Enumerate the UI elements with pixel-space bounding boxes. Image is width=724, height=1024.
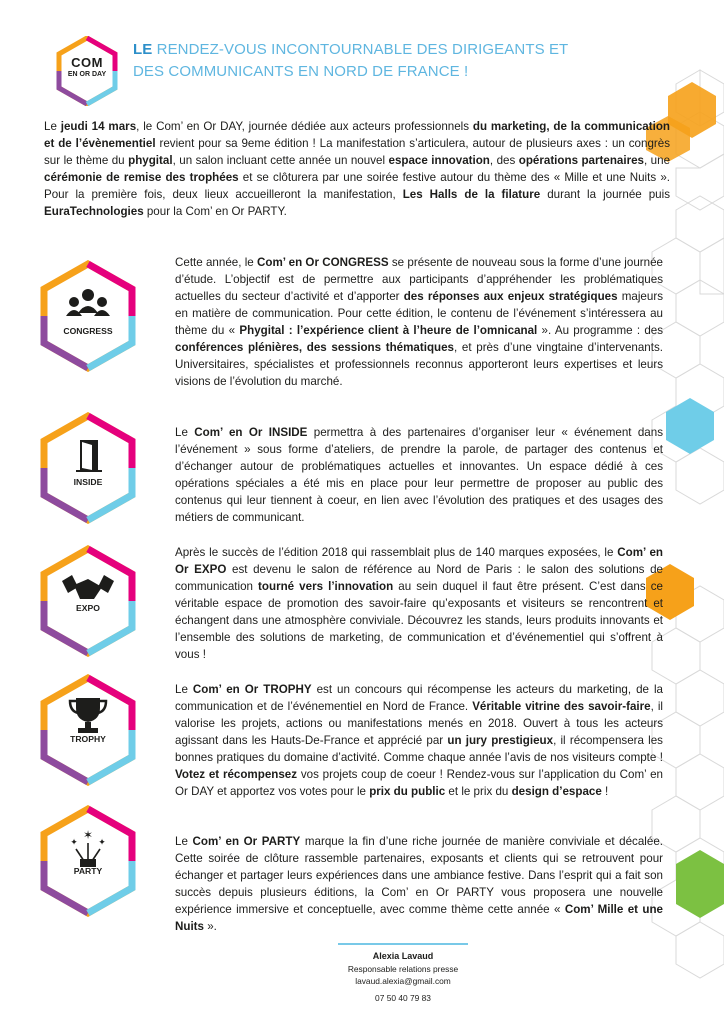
intro-text: , une	[644, 154, 671, 167]
expo-text: au sein duquel il faut être présent. C’est dans ce véritable espace de promotion des savoir-faire qu’exposants et visiteurs se rencontrent et échangent dans une atmosphère conviviale. Découvrez les stands, leurs produits innovants et l’ensemble des solutions de marketing, de communication et d’événementiel qui s’offrent à vous !	[175, 580, 663, 661]
logo-line1: COM	[71, 55, 103, 70]
signature-divider	[338, 943, 468, 945]
party-bold: Com’ en Or PARTY	[192, 835, 301, 848]
congress-text: Cette année, le	[175, 256, 258, 269]
trophy-text: !	[601, 785, 609, 798]
trophy-text: et le prix du	[445, 785, 512, 798]
expo-bold: Com’ en Or EXPO	[175, 546, 663, 576]
party-paragraph	[175, 833, 663, 935]
party-text: marque la fin d’une riche journée de manière conviviale et décalée. Cette soirée de clôture rassemble partenaires, exposants et clients qui se retrouvent pour échanger et partager leurs expériences dans une ambiance festive. Dans l’esprit qui a fait son succès depuis plusieurs éditions, la Com’ en Or PARTY vous proposera une nouvelle expérience immersive et conceptuelle, avec comme thème cette année «	[175, 835, 663, 916]
intro-bold: espace innovation	[388, 154, 490, 167]
intro-text: , un salon incluant cette année un nouvel	[172, 154, 389, 167]
congress-bold: conférences plénières, des sessions thématiques	[175, 341, 455, 354]
intro-text: et se clôturera par une soirée festive autour du thème des « Mille et une Nuits ». Pour la première fois, deux lieux accueilleront la manifestation,	[44, 171, 670, 201]
expo-bold: tourné vers l’innovation	[258, 580, 394, 593]
intro-bold: du marketing, de la communication et de l’évènementiel	[44, 120, 671, 150]
headline-strong: LE	[133, 41, 153, 58]
trophy-bold: prix du public	[369, 785, 446, 798]
inside-badge	[36, 412, 140, 524]
inside-text: Le	[175, 426, 195, 439]
inside-paragraph	[175, 424, 663, 526]
congress-label: CONGRESS	[63, 326, 113, 336]
cyan-hexagon	[666, 398, 714, 454]
trophy-badge	[36, 674, 140, 786]
trophy-text: Le	[175, 683, 193, 696]
headline-line2: DES COMMUNICANTS EN NORD DE FRANCE !	[133, 63, 469, 80]
trophy-text: , il valorise les projets, actions ou manifestations menés en 2018. Ouvert à tous les acteurs agissant dans les Hauts-De-France et apprécié par	[175, 700, 663, 747]
intro-text: Le	[44, 120, 61, 133]
intro-bold: Les Halls de la filature	[402, 188, 541, 201]
intro-bold: opérations partenaires	[518, 154, 644, 167]
svg-text:✶: ✶	[82, 828, 94, 842]
expo-label: EXPO	[76, 603, 100, 613]
trophy-text: , il récompensera les bonnes pratiques du domaine d’activité. Comme chaque année l’avis de nos visiteurs compte !	[175, 734, 663, 764]
contact-role: Responsable relations presse	[347, 963, 459, 974]
intro-text: durant la journée puis	[540, 188, 670, 201]
intro-date: jeudi 14 mars	[60, 120, 137, 133]
congress-bold: Phygital : l’expérience client à l’heure de l’omnicanal	[239, 324, 538, 337]
congress-bold: Com’ en Or CONGRESS	[257, 256, 389, 269]
congress-text: ». Au programme : des	[537, 324, 664, 337]
party-badge	[36, 805, 140, 917]
trophy-bold: un jury prestigieux	[447, 734, 554, 747]
expo-text: est devenu le salon de référence au Nord de Paris : le salon des solutions de communication	[175, 563, 663, 593]
intro-text: , des	[489, 154, 519, 167]
expo-text: Après le succès de l’édition 2018 qui rassemblait plus de 140 marques exposées, le	[175, 546, 618, 559]
intro-bold: EuraTechnologies	[44, 205, 144, 218]
trophy-text: vos projets coup de coeur ! Rendez-vous sur l’application du Com’ en Or DAY et apportez vos votes pour le	[175, 768, 663, 798]
trophy-bold: design d’espace	[511, 785, 602, 798]
trophy-paragraph	[175, 681, 663, 800]
signature-block	[300, 950, 506, 1004]
trophy-bold: Com’ en Or TROPHY	[192, 683, 312, 696]
page-headline	[133, 39, 673, 83]
inside-label: INSIDE	[73, 477, 103, 487]
party-bold: Com’ Mille et une Nuits	[175, 903, 664, 933]
logo-text	[52, 36, 122, 106]
inside-text: permettra à des partenaires d’organiser leur « événement dans l’événement » sous forme d’ateliers, de prendre la parole, de partager des contenus et d’échanger autour de problématiques actuelles et innovantes. Un espace dédié à ces opérations spéciales a été mis en place pour leur permettre de proposer au public des contenus qui leur tiennent à coeur, en lien avec l’évolution des pratiques et des usages des métiers de communicant.	[175, 426, 663, 524]
trophy-bold: Véritable vitrine des savoir-faire	[472, 700, 651, 713]
contact-phone: 07 50 40 79 83	[375, 992, 431, 1003]
congress-badge	[36, 260, 140, 372]
svg-text:✦: ✦	[70, 837, 78, 847]
svg-text:✦: ✦	[98, 837, 106, 847]
headline-line1: RENDEZ-VOUS INCONTOURNABLE DES DIRIGEANTS ET	[152, 41, 569, 58]
party-text: Le	[175, 835, 193, 848]
trophy-label: TROPHY	[70, 734, 106, 744]
intro-text: , le Com’ en Or DAY, journée dédiée aux acteurs professionnels	[136, 120, 473, 133]
trophy-bold: Votez et récompensez	[175, 768, 298, 781]
green-hexagon	[676, 850, 724, 918]
logo-line2: EN OR DAY	[67, 71, 107, 78]
intro-bold: phygital	[128, 154, 173, 167]
intro-text: revient pour sa 9eme édition ! La manifestation s’articulera, autour de plusieurs axes : un congrès sur le thème du	[44, 137, 670, 167]
inside-bold: Com’ en Or INSIDE	[194, 426, 308, 439]
intro-bold: cérémonie de remise des trophées	[44, 171, 239, 184]
trophy-text: est un concours qui récompense les acteurs du marketing, de la communication et de l’événementiel en Nord de France.	[175, 683, 663, 713]
congress-bold: des réponses aux enjeux stratégiques	[403, 290, 618, 303]
intro-text: pour la Com’ en Or PARTY.	[143, 205, 287, 218]
congress-text: majeurs en matière de communication. Pour cette édition, le contenu de l’événement s’intéressera au thème du «	[175, 290, 663, 337]
expo-paragraph	[175, 544, 663, 663]
contact-name: Alexia Lavaud	[372, 951, 434, 961]
contact-email[interactable]: lavaud.alexia@gmail.com	[355, 976, 451, 986]
party-label: PARTY	[73, 866, 103, 876]
congress-paragraph	[175, 254, 663, 390]
intro-paragraph	[44, 118, 670, 220]
congress-text: , et près d’une vingtaine d’intervenants. Universitaires, spécialistes et professionnels reconnus apporteront leurs expertises et leurs visions de l’évolution du marché.	[175, 341, 663, 388]
expo-badge	[36, 545, 140, 657]
party-text: ».	[203, 920, 217, 933]
congress-text: se présente de nouveau sous la forme d’une journée d’étude. L’objectif est de permettre aux participants d’appréhender les problématiques actuelles du secteur d’activité et d’apporter	[175, 256, 663, 303]
